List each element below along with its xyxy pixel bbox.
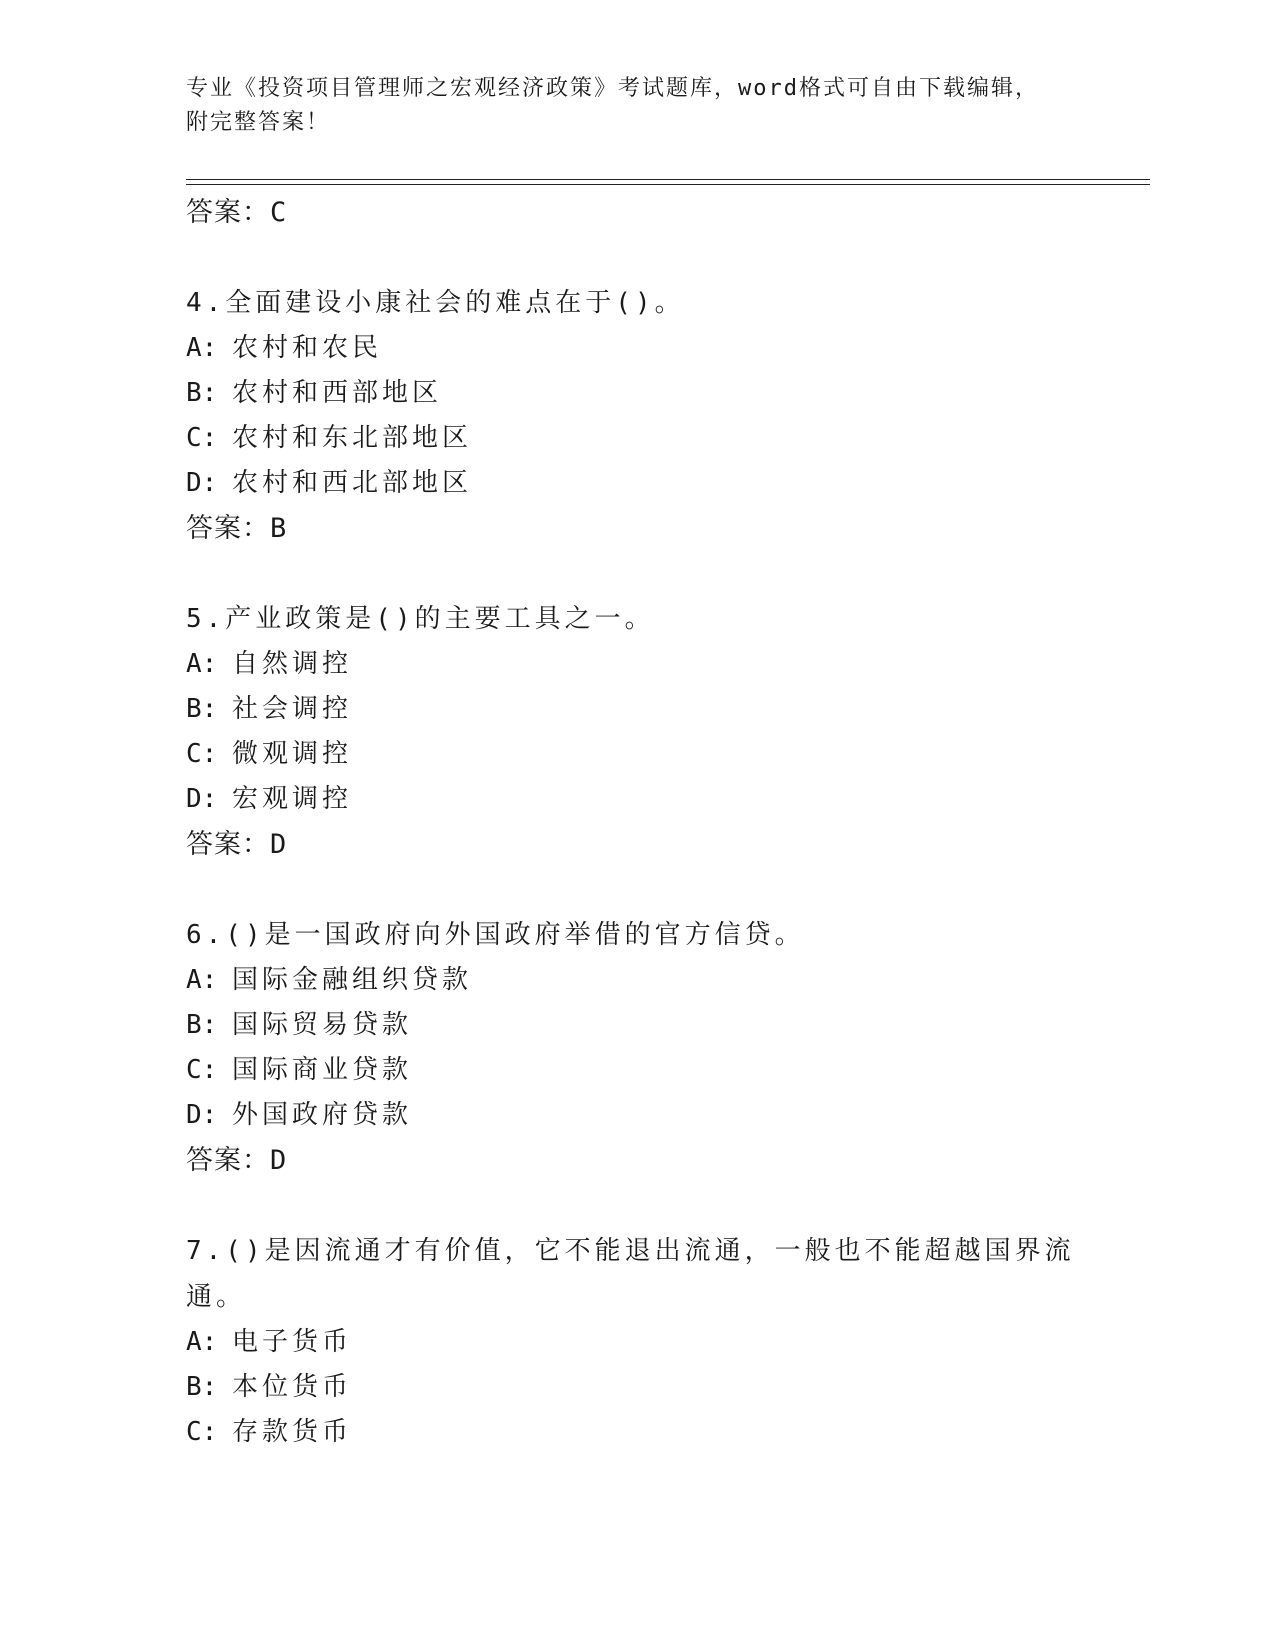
answer-label: 答案： bbox=[186, 197, 270, 228]
option-c bbox=[186, 1048, 1086, 1093]
option-text: 本位货币 bbox=[232, 1372, 353, 1402]
option-b bbox=[186, 1365, 1086, 1410]
option-d bbox=[186, 461, 1086, 506]
header-rule-top bbox=[186, 179, 1150, 180]
option-letter: D: bbox=[186, 468, 218, 498]
answer-value: B bbox=[270, 513, 288, 544]
option-letter: A: bbox=[186, 1327, 218, 1357]
intro-line-1: 专业《投资项目管理师之宏观经济政策》考试题库，word格式可自由下载编辑， bbox=[186, 76, 1039, 101]
option-letter: B: bbox=[186, 1010, 218, 1040]
option-c bbox=[186, 416, 1086, 461]
option-text: 农村和东北部地区 bbox=[232, 423, 473, 453]
option-text: 国际金融组织贷款 bbox=[232, 965, 473, 995]
question-7 bbox=[186, 1228, 1086, 1455]
option-text: 国际贸易贷款 bbox=[232, 1010, 413, 1040]
answer-line bbox=[186, 1138, 1086, 1184]
answer-line bbox=[186, 506, 1086, 552]
document-intro bbox=[186, 72, 1066, 140]
answer-label: 答案： bbox=[186, 829, 270, 860]
option-text: 社会调控 bbox=[232, 694, 353, 724]
question-4 bbox=[186, 280, 1086, 552]
question-stem: 7.()是因流通才有价值，它不能退出流通，一般也不能超越国界流通。 bbox=[186, 1236, 1075, 1312]
question-5 bbox=[186, 596, 1086, 868]
question-stem: 6.()是一国政府向外国政府举借的官方信贷。 bbox=[186, 920, 805, 950]
option-letter: B: bbox=[186, 378, 218, 408]
option-letter: C: bbox=[186, 423, 218, 453]
option-letter: B: bbox=[186, 1372, 218, 1402]
answer-label: 答案： bbox=[186, 513, 270, 544]
option-text: 自然调控 bbox=[232, 649, 353, 679]
option-letter: C: bbox=[186, 1055, 218, 1085]
option-letter: C: bbox=[186, 739, 218, 769]
option-c bbox=[186, 732, 1086, 777]
option-letter: B: bbox=[186, 694, 218, 724]
option-text: 国际商业贷款 bbox=[232, 1055, 413, 1085]
option-a bbox=[186, 642, 1086, 687]
question-list bbox=[186, 190, 1086, 1455]
option-text: 农村和农民 bbox=[232, 333, 383, 363]
option-d bbox=[186, 777, 1086, 822]
question-stem: 4.全面建设小康社会的难点在于()。 bbox=[186, 288, 685, 318]
option-b bbox=[186, 371, 1086, 416]
answer-line bbox=[186, 822, 1086, 868]
option-text: 外国政府贷款 bbox=[232, 1100, 413, 1130]
header-rule-bottom bbox=[186, 184, 1150, 185]
answer-value: D bbox=[270, 1145, 288, 1176]
answer-value: D bbox=[270, 829, 288, 860]
option-b bbox=[186, 687, 1086, 732]
option-letter: D: bbox=[186, 1100, 218, 1130]
option-text: 农村和西部地区 bbox=[232, 378, 443, 408]
option-letter: A: bbox=[186, 965, 218, 995]
option-letter: D: bbox=[186, 784, 218, 814]
option-d bbox=[186, 1093, 1086, 1138]
option-letter: A: bbox=[186, 333, 218, 363]
option-a bbox=[186, 1320, 1086, 1365]
option-text: 农村和西北部地区 bbox=[232, 468, 473, 498]
option-a bbox=[186, 326, 1086, 371]
intro-line-2: 附完整答案！ bbox=[186, 110, 331, 135]
answer-value: C bbox=[270, 197, 288, 228]
question-stem: 5.产业政策是()的主要工具之一。 bbox=[186, 604, 655, 634]
answer-line bbox=[186, 190, 1086, 236]
option-a bbox=[186, 958, 1086, 1003]
option-letter: C: bbox=[186, 1417, 218, 1447]
option-text: 宏观调控 bbox=[232, 784, 353, 814]
option-text: 电子货币 bbox=[232, 1327, 353, 1357]
option-text: 微观调控 bbox=[232, 739, 353, 769]
option-b bbox=[186, 1003, 1086, 1048]
option-letter: A: bbox=[186, 649, 218, 679]
option-text: 存款货币 bbox=[232, 1417, 353, 1447]
answer-label: 答案： bbox=[186, 1145, 270, 1176]
option-c bbox=[186, 1410, 1086, 1455]
question-6 bbox=[186, 912, 1086, 1184]
